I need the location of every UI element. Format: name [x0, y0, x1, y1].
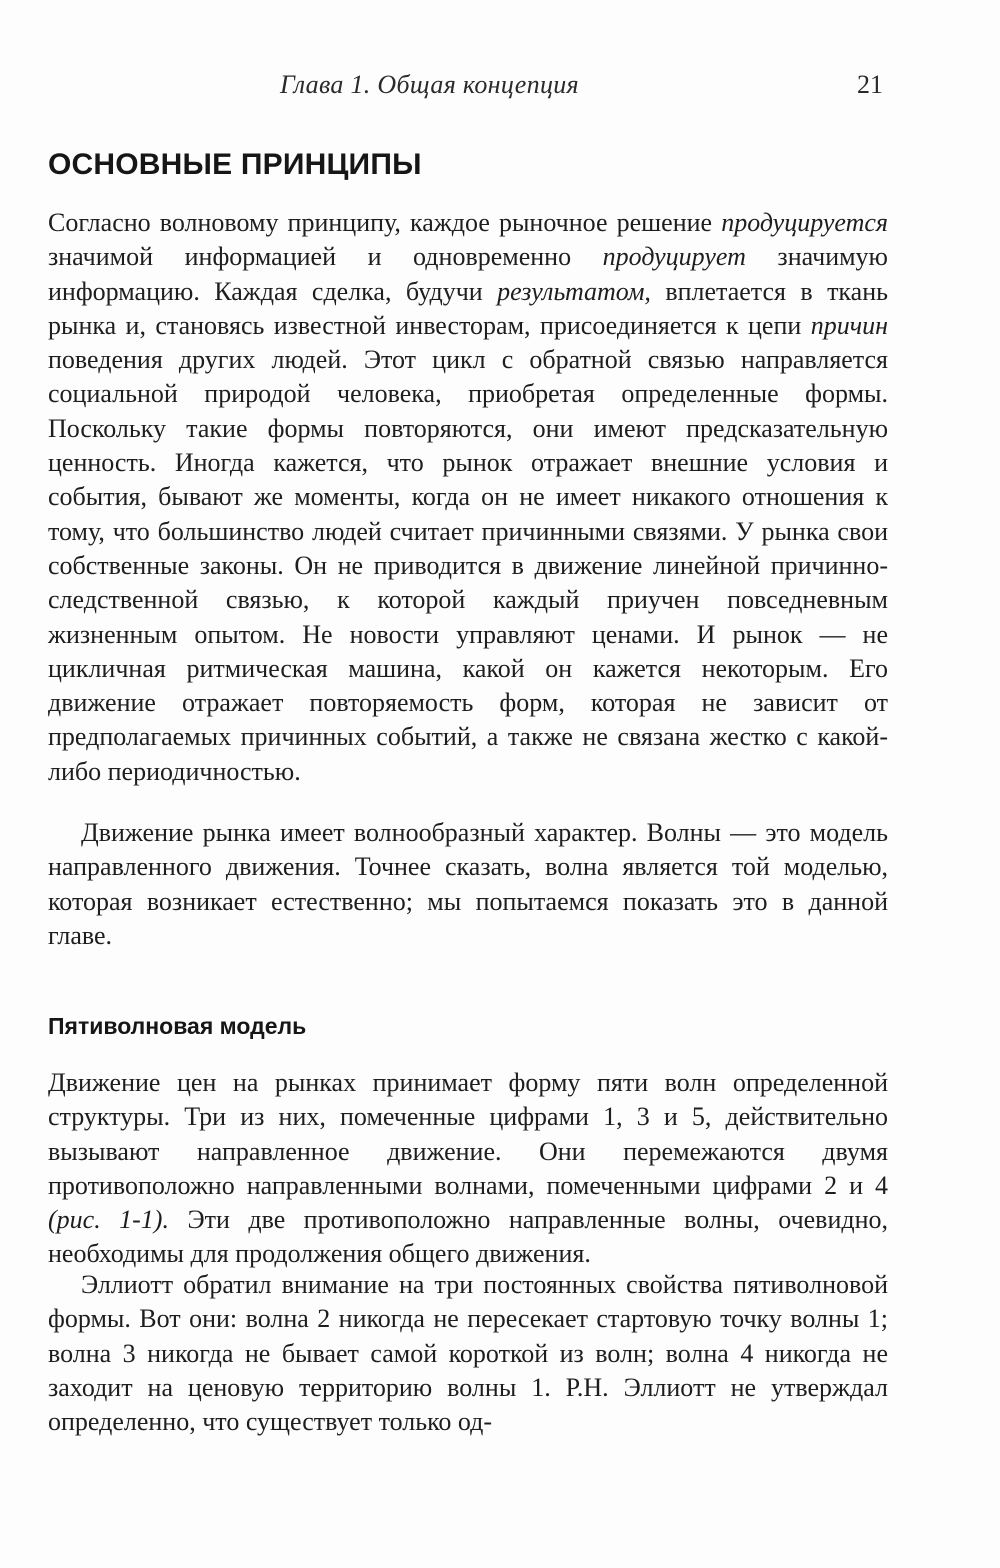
italic-segment: продуцируется — [721, 208, 888, 237]
paragraph-text — [48, 206, 888, 789]
text-segment: значимой информацией и одновременно — [48, 242, 603, 272]
section-title: ОСНОВНЫЕ ПРИНЦИПЫ — [48, 148, 422, 181]
body-paragraph-3 — [48, 1066, 888, 1272]
text-segment: Эти две противоположно направленные волны, очевидно, необходимы для продолжения общего движения. — [48, 1205, 889, 1269]
italic-segment: результатом, — [497, 276, 651, 306]
body-paragraph-1 — [48, 206, 888, 789]
text-segment: значимую информацию. Каждая сделка, будучи — [48, 242, 888, 306]
body-paragraph-4 — [48, 1268, 888, 1439]
italic-segment: продуцирует — [602, 242, 746, 272]
running-head-title: Глава 1. Общая концепция — [280, 70, 579, 99]
italic-segment: причин — [810, 310, 888, 340]
text-segment: поведения других людей. Этот цикл с обратной связью направляется социальной природой человека, приобретая определенные формы. Поскольку такие формы повторяются, они имеют предсказательную ценность. Иногда кажется, что рынок отражает внешние условия и события, бывают же моменты, когда он не имеет никакого отношения к тому, что большинство людей считает причинными связями. У рынка свои собственные законы. Он не приводится в движение линейной причинно-следственной связью, к которой каждый приучен повседневным жизненным опытом. Не новости управляют ценами. И рынок — не цикличная ритмическая машина, какой он кажется некоторым. Его движение отражает повторяемость форм, которая не зависит от предполагаемых причинных событий, а также не связана жестко с какой-либо периодичностью. — [48, 345, 888, 786]
text-segment: Согласно волновому принципу, каждое рыночное решение — [48, 208, 722, 237]
text-segment: Эллиотт обратил внимание на три постоянных свойства пятиволновой формы. Вот они: волна 2 никогда не пересекает стартовую точку волны 1; волна 3 никогда не бывает самой короткой из волн; волна 4 никогда не заходит на ценовую территорию волны 1. Р.Н. Эллиотт не утверждал определенно, что существует только од- — [48, 1270, 888, 1437]
italic-segment: (рис. 1-1). — [48, 1205, 169, 1235]
subsection-title: Пятиволновая модель — [48, 1013, 307, 1039]
paragraph-text — [48, 816, 888, 953]
paragraph-text — [48, 1066, 888, 1272]
text-segment: Движение цен на рынках принимает форму пяти волн определенной структуры. Три из них, помеченные цифрами 1, 3 и 5, действительно вызывают направленное движение. Они перемежаются двумя противоположно направленными волнами, помеченными цифрами 2 и 4 — [48, 1068, 888, 1200]
paragraph-text — [48, 1268, 888, 1439]
text-segment: Движение рынка имеет волнообразный характер. Волны — это модель направленного движения. Точнее сказать, волна является той моделью, которая возникает естественно; мы попытаемся показать это в данной главе. — [48, 818, 888, 950]
page-number: 21 — [857, 70, 883, 99]
text-segment: вплетается в ткань рынка и, становясь известной инвесторам, присоединяется к цепи — [48, 276, 888, 340]
body-paragraph-2 — [48, 816, 888, 953]
